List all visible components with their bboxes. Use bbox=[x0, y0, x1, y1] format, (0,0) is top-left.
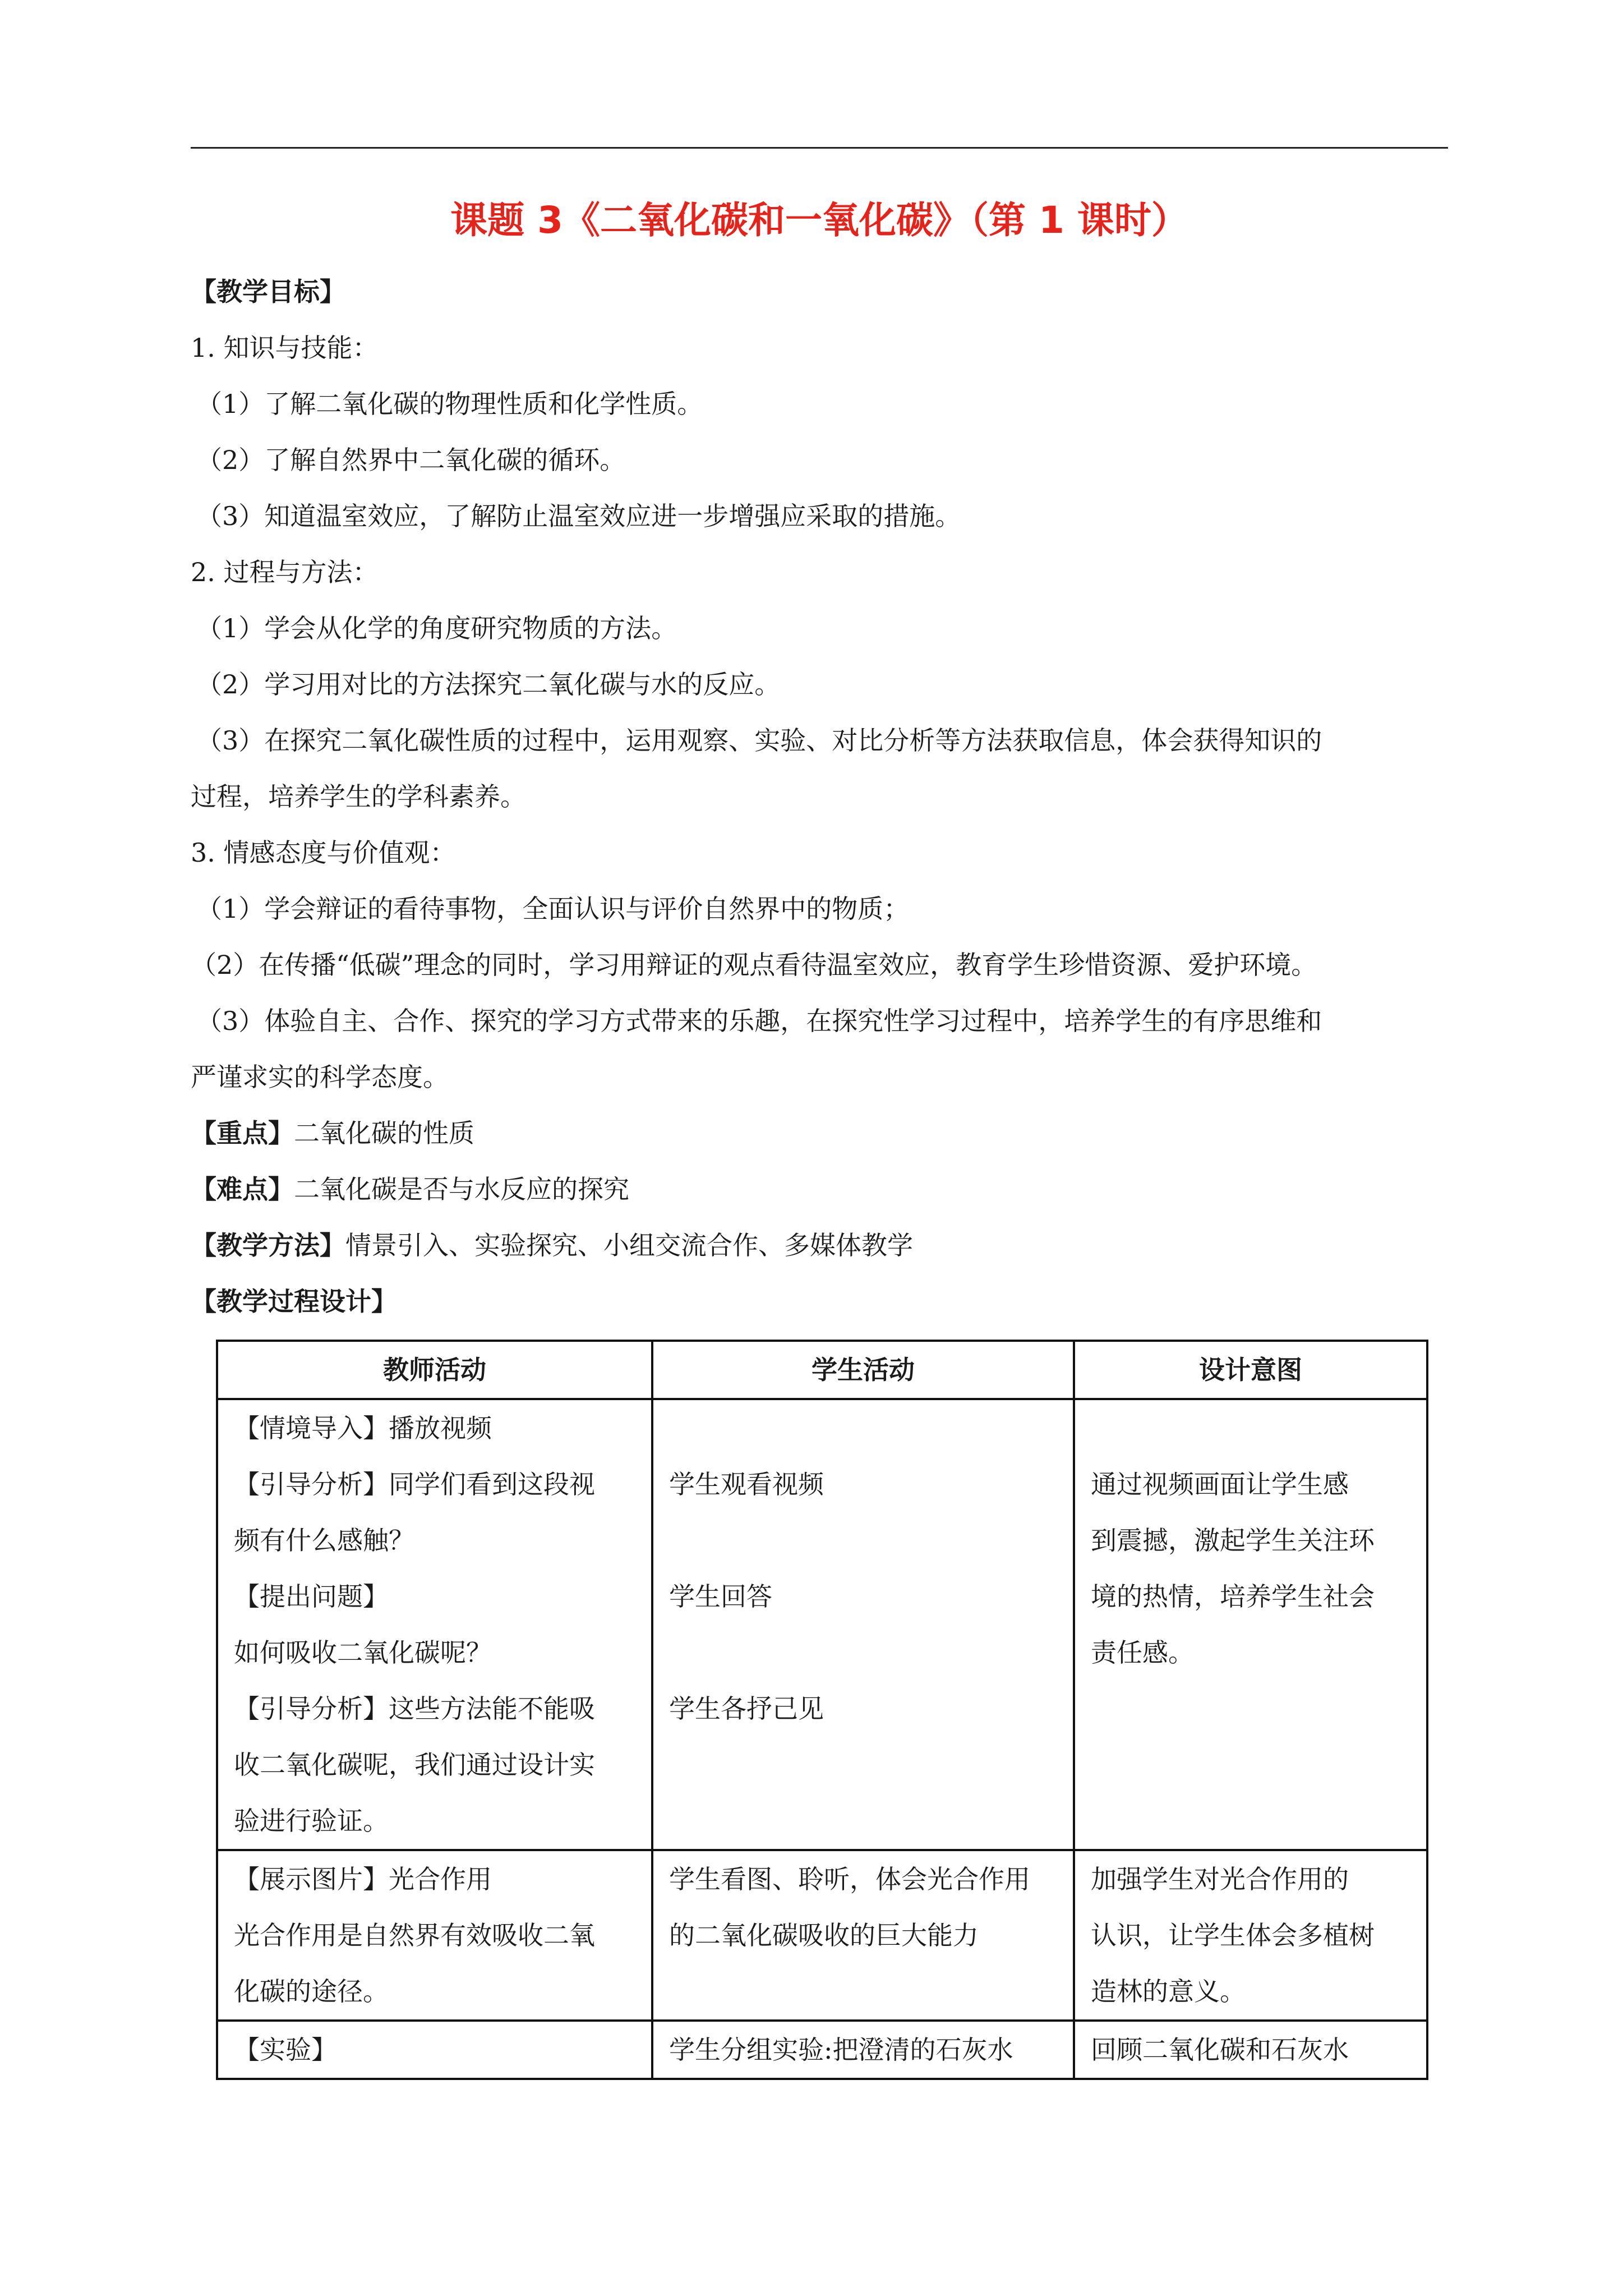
knowledge-item: （3）知道温室效应，了解防止温室效应进一步增强应采取的措施。 bbox=[196, 501, 961, 531]
process-item: （2）学习用对比的方法探究二氧化碳与水的反应。 bbox=[196, 669, 781, 700]
knowledge-item: （2）了解自然界中二氧化碳的循环。 bbox=[196, 445, 626, 475]
cell-text: 到震撼，激起学生关注环 bbox=[1091, 1525, 1375, 1556]
key-point bbox=[191, 1105, 1448, 1161]
header-design-intent: 设计意图 bbox=[1074, 1341, 1427, 1399]
table-row bbox=[217, 1399, 1427, 1850]
table-header-row bbox=[217, 1341, 1427, 1399]
header-rule bbox=[191, 147, 1448, 149]
cell-text: 光合作用是自然界有效吸收二氧 bbox=[234, 1920, 595, 1950]
cell-text: 【展示图片】光合作用 bbox=[234, 1864, 492, 1894]
difficulty-label: 【难点】 bbox=[191, 1174, 294, 1204]
cell-text: 加强学生对光合作用的 bbox=[1091, 1864, 1349, 1894]
document-body bbox=[191, 264, 1448, 1329]
student-activity-cell bbox=[652, 1850, 1074, 2021]
cell-text: 境的热情，培养学生社会 bbox=[1091, 1581, 1375, 1612]
student-activity-cell bbox=[652, 1399, 1074, 1850]
cell-text: 回顾二氧化碳和石灰水 bbox=[1091, 2035, 1349, 2065]
cell-text: 收二氧化碳呢，我们通过设计实 bbox=[234, 1750, 595, 1780]
process-heading: 2. 过程与方法： bbox=[191, 557, 379, 587]
goals-heading: 【教学目标】 bbox=[191, 277, 345, 307]
key-point-label: 【重点】 bbox=[191, 1118, 294, 1148]
design-intent-cell bbox=[1074, 1399, 1427, 1850]
cell-text: 【引导分析】这些方法能不能吸 bbox=[234, 1694, 595, 1724]
cell-text: 学生回答 bbox=[669, 1581, 772, 1612]
header-teacher-activity: 教师活动 bbox=[217, 1341, 652, 1399]
difficulty-text: 二氧化碳是否与水反应的探究 bbox=[294, 1174, 629, 1204]
header-student-activity: 学生活动 bbox=[652, 1341, 1074, 1399]
cell-text: 认识，让学生体会多植树 bbox=[1091, 1920, 1375, 1950]
cell-text: 造林的意义。 bbox=[1091, 1976, 1246, 2007]
table-row bbox=[217, 1850, 1427, 2021]
process-item-continued: 过程，培养学生的学科素养。 bbox=[191, 781, 526, 812]
knowledge-heading: 1. 知识与技能： bbox=[191, 333, 379, 363]
design-intent-cell bbox=[1074, 1850, 1427, 2021]
cell-text: 频有什么感触？ bbox=[234, 1525, 414, 1556]
cell-text: 学生各抒己见 bbox=[669, 1694, 824, 1724]
cell-text: 学生观看视频 bbox=[669, 1469, 824, 1499]
design-intent-cell bbox=[1074, 2021, 1427, 2079]
process-item: （3）在探究二氧化碳性质的过程中，运用观察、实验、对比分析等方法获取信息，体会获得知识的 bbox=[196, 725, 1322, 756]
key-point-text: 二氧化碳的性质 bbox=[294, 1118, 474, 1148]
cell-text: 【提出问题】 bbox=[234, 1581, 389, 1612]
student-activity-cell bbox=[652, 2021, 1074, 2079]
attitude-item: （1）学会辩证的看待事物，全面认识与评价自然界中的物质； bbox=[196, 894, 910, 924]
teacher-activity-cell bbox=[217, 1850, 652, 2021]
cell-text: 验进行验证。 bbox=[234, 1806, 389, 1836]
cell-text: 学生看图、聆听，体会光合作用 bbox=[669, 1864, 1030, 1894]
cell-text: 【情境导入】播放视频 bbox=[234, 1413, 492, 1443]
attitude-item: （2）在传播“低碳”理念的同时，学习用辩证的观点看待温室效应，教育学生珍惜资源、爱护环境。 bbox=[191, 950, 1317, 980]
lesson-plan-table bbox=[216, 1340, 1428, 2080]
cell-text: 通过视频画面让学生感 bbox=[1091, 1469, 1349, 1499]
cell-text: 【实验】 bbox=[234, 2035, 337, 2065]
cell-text: 的二氧化碳吸收的巨大能力 bbox=[669, 1920, 979, 1950]
design-heading: 【教学过程设计】 bbox=[191, 1286, 397, 1317]
teacher-activity-cell bbox=[217, 2021, 652, 2079]
cell-text: 化碳的途径。 bbox=[234, 1976, 389, 2007]
difficulty bbox=[191, 1161, 1448, 1217]
cell-text: 责任感。 bbox=[1091, 1637, 1194, 1668]
table-row bbox=[217, 2021, 1427, 2079]
attitude-item: （3）体验自主、合作、探究的学习方式带来的乐趣，在探究性学习过程中，培养学生的有序思维和 bbox=[196, 1006, 1322, 1036]
cell-text: 如何吸收二氧化碳呢？ bbox=[234, 1637, 492, 1668]
method-text: 情景引入、实验探究、小组交流合作、多媒体教学 bbox=[345, 1230, 913, 1260]
cell-text: 学生分组实验:把澄清的石灰水 bbox=[669, 2035, 1013, 2065]
attitude-item-continued: 严谨求实的科学态度。 bbox=[191, 1062, 449, 1092]
attitude-heading: 3. 情感态度与价值观： bbox=[191, 838, 456, 868]
page-title: 课题 3《二氧化碳和一氧化碳》（第 1 课时） bbox=[450, 199, 1188, 242]
teacher-activity-cell bbox=[217, 1399, 652, 1850]
teaching-method bbox=[191, 1217, 1448, 1273]
knowledge-item: （1）了解二氧化碳的物理性质和化学性质。 bbox=[196, 389, 703, 419]
process-item: （1）学会从化学的角度研究物质的方法。 bbox=[196, 613, 677, 643]
method-label: 【教学方法】 bbox=[191, 1230, 345, 1260]
cell-text: 【引导分析】同学们看到这段视 bbox=[234, 1469, 595, 1499]
